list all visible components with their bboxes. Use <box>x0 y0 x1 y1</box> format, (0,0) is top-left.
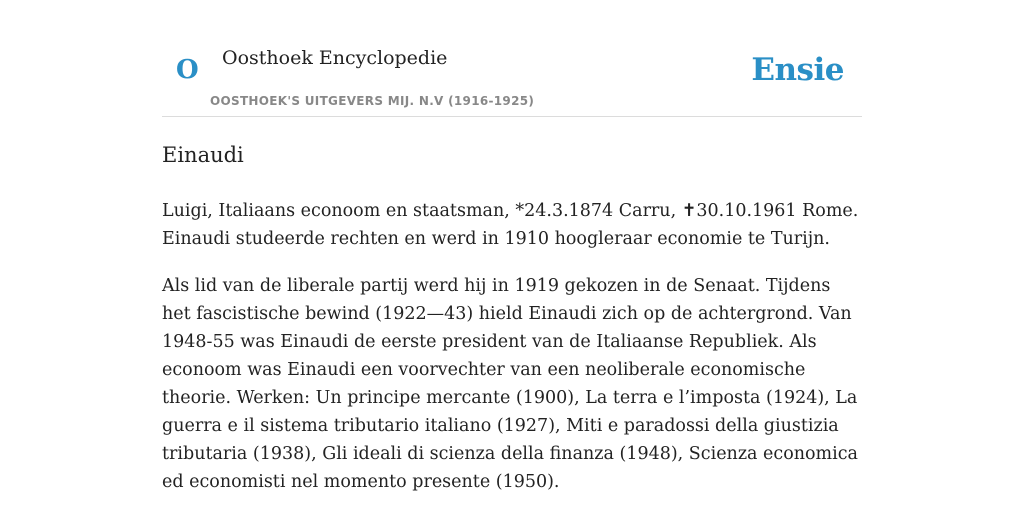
source-title[interactable]: Oosthoek Encyclopedie <box>222 47 448 69</box>
source-header <box>162 0 862 117</box>
article <box>162 138 862 496</box>
ensie-logo[interactable]: Ensie <box>751 52 844 88</box>
article-paragraph: Luigi, Italiaans econoom en staatsman, *24.3.1874 Carru, ✝30.10.1961 Rome. Einaudi studeerde rechten en werd in 1910 hoogleraar economie te Turijn. <box>162 201 859 249</box>
article-paragraph: Als lid van de liberale partij werd hij in 1919 gekozen in de Senaat. Tijdens het fascistische bewind (1922—43) hield Einaudi zich op de achtergrond. Van 1948-55 was Einaudi de eerste president van de Italiaanse Republiek. Als econoom was Einaudi een voorvechter van een neoliberale economische theorie. Werken: Un principe mercante (1900), La terra e l’imposta (1924), La guerra e il sistema tributario italiano (1927), Miti e paradossi della giustizia tributaria (1938), Gli ideali di scienza della finanza (1948), Scienza economica ed economisti nel momento presente (1950). <box>162 276 858 492</box>
article-body <box>162 197 862 496</box>
source-publisher: OOSTHOEK'S UITGEVERS MIJ. N.V (1916-1925) <box>210 94 535 108</box>
article-title: Einaudi <box>162 143 244 167</box>
oosthoek-logo-icon[interactable]: O <box>176 55 199 85</box>
